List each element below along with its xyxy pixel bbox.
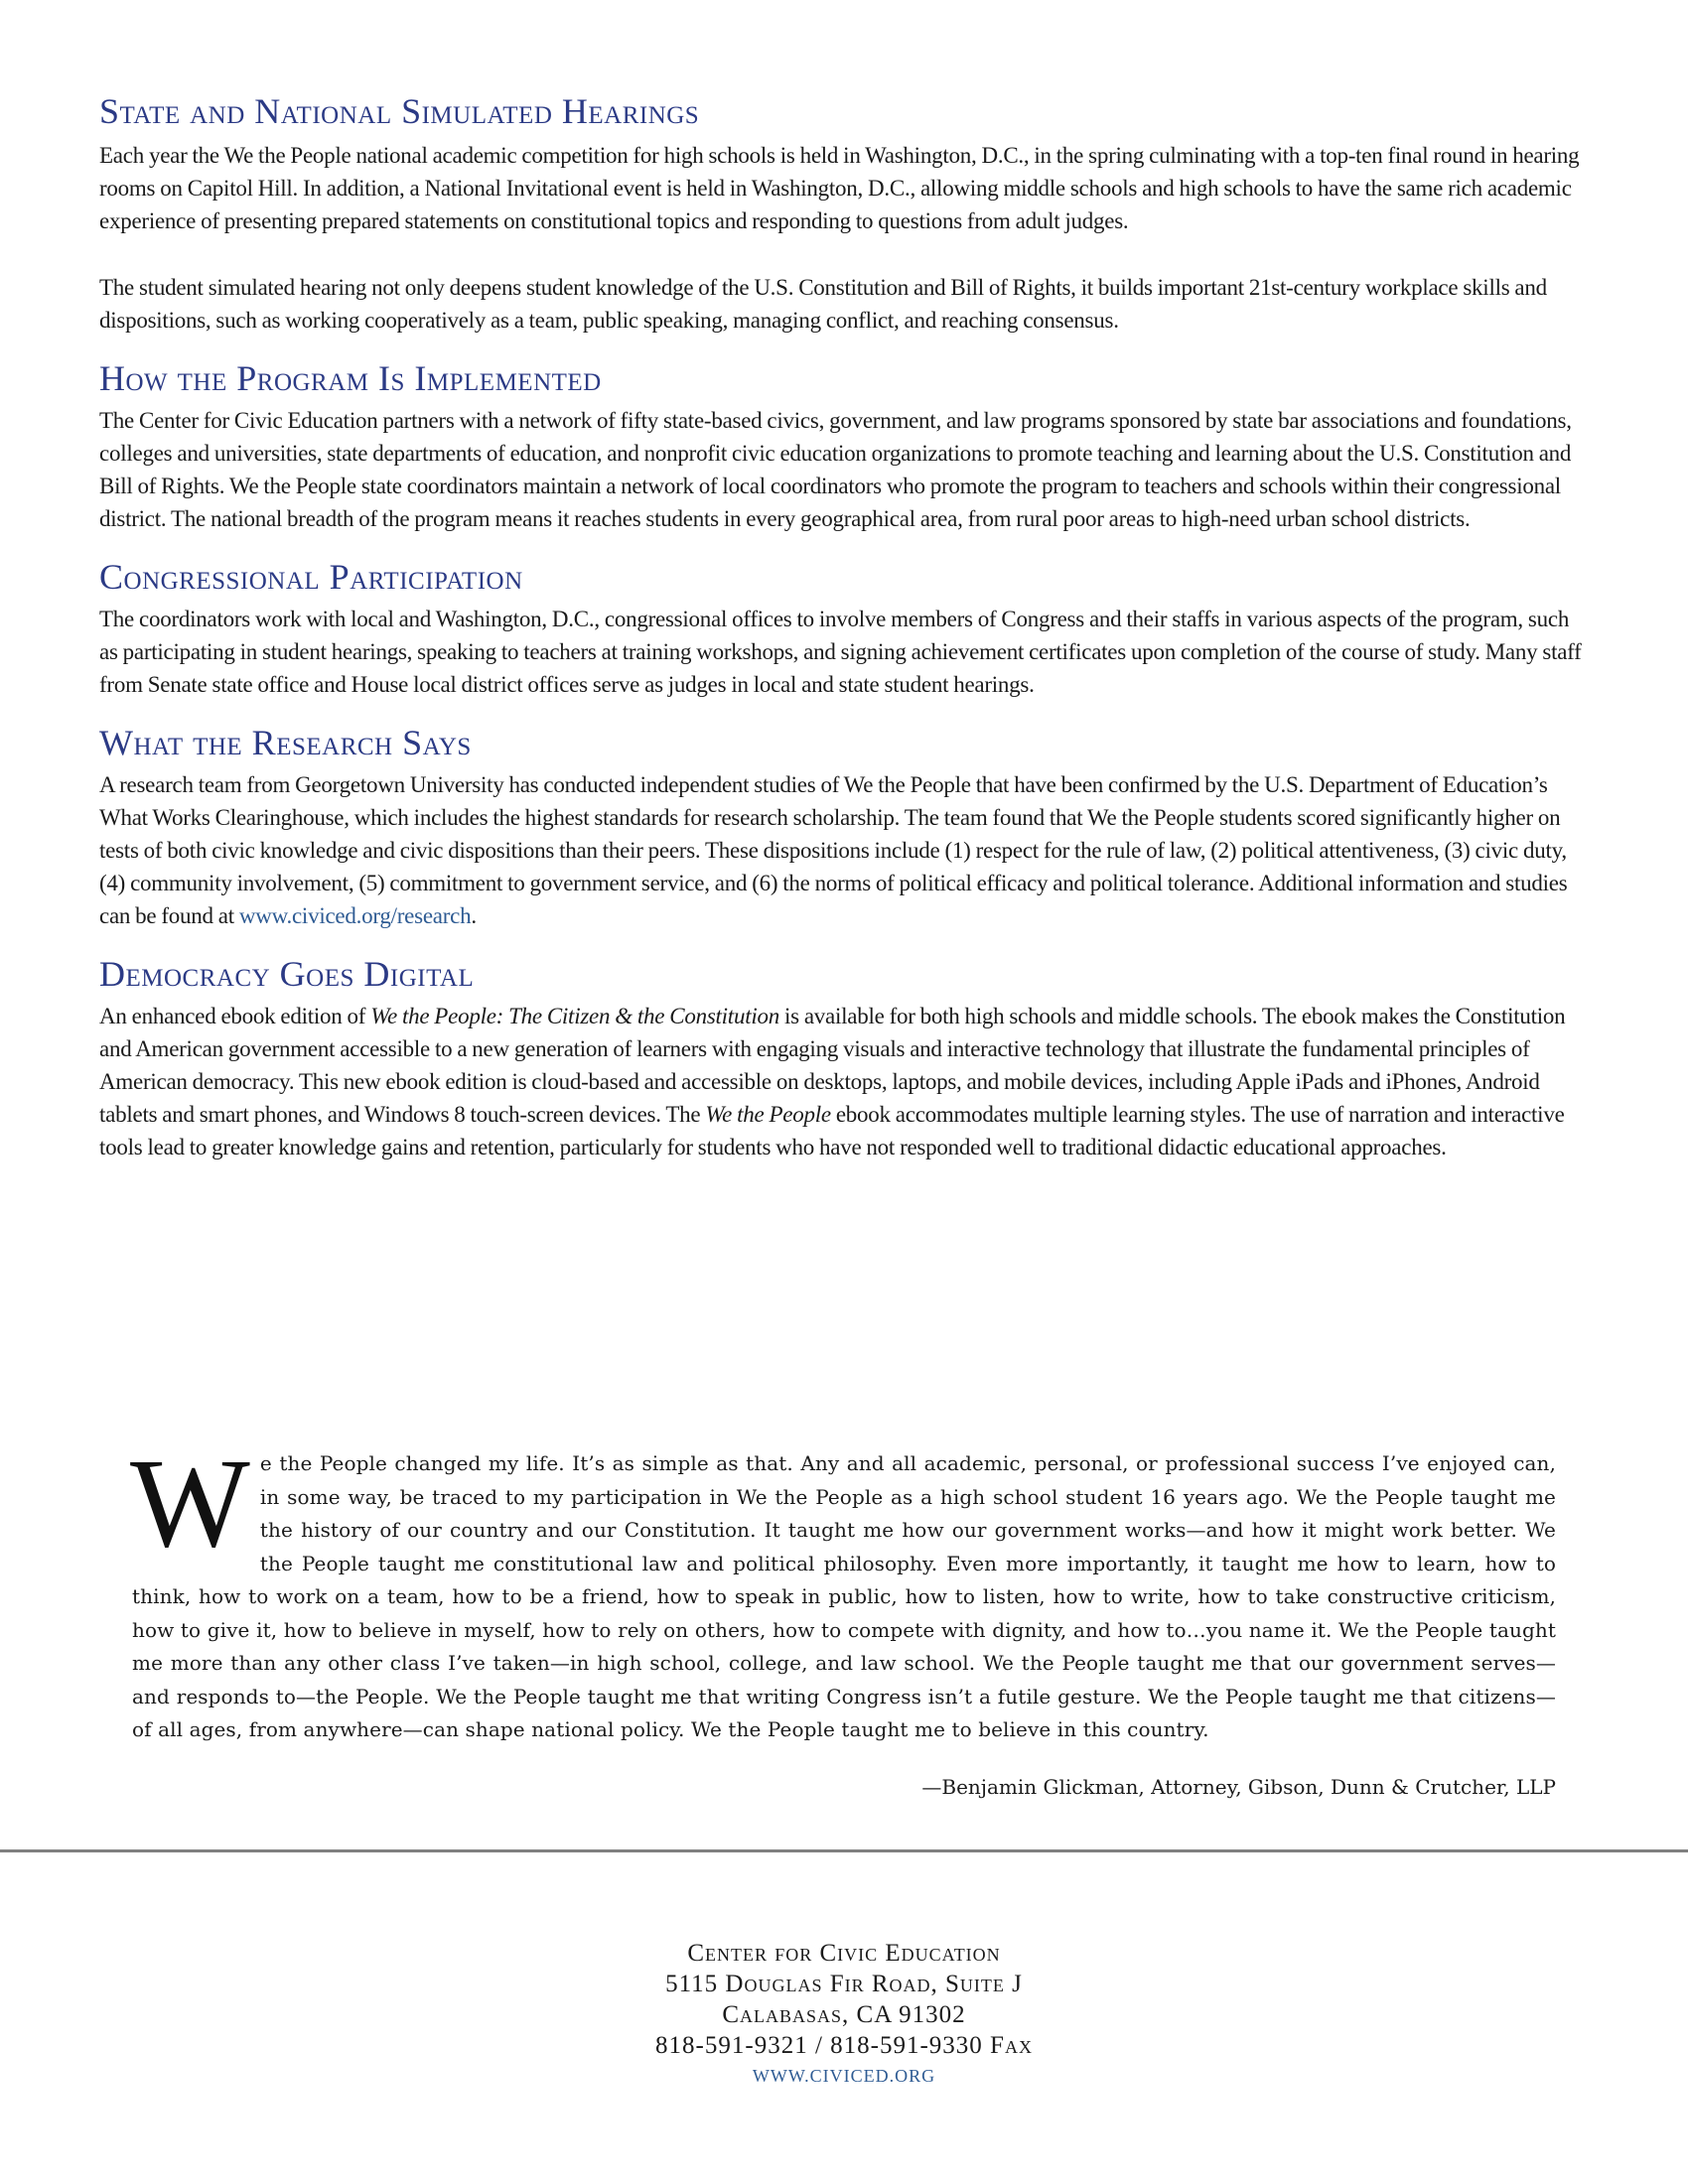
footer-address-line1: 5115 Douglas Fir Road, Suite J (665, 1971, 1023, 1997)
section-heading: Congressional Participation (99, 557, 523, 597)
footer-phone: 818-591-9321 / 818-591-9330 Fax (655, 2032, 1033, 2059)
book-title: We the People: The Citizen & the Constitution (370, 1004, 779, 1028)
section-heading: How the Program Is Implemented (99, 358, 602, 398)
footer-address-line2: Calabasas, CA 91302 (722, 2001, 966, 2028)
section-heading: Democracy Goes Digital (99, 954, 475, 994)
paragraph-text-end: . (471, 903, 477, 928)
paragraph: Each year the We the People national academic competition for high schools is held in Washington, D.C., in the spring culminating with a top-ten final round in hearing rooms on Capitol Hill. In addition, a National Invitational event is held in Washington, D.C., allowing middle schools and high schools to have the same rich academic experience of presenting prepared statements on constitutional topics and responding to questions from adult judges. (99, 143, 1580, 233)
quote-text: e the People changed my life. It’s as simple as that. Any and all academic, personal, or professional success I’ve enjoyed can, in some way, be traced to my participation in We the People as a high school student 16 years ago. We the People taught me the history of our country and our Constitution. It taught me how our government works—and how it might work better. We the People taught me constitutional law and political philosophy. Even more importantly, it taught me how to learn, how to think, how to work on a team, how to be a friend, how to speak in public, how to listen, how to write, how to take constructive criticism, how to give it, how to believe in myself, how to rely on others, how to compete with dignity, and how to…you name it. We the People taught me more than any other class I’ve taken—in high school, college, and law school. We the People taught me that our government serves—and responds to—the People. We the People taught me that writing Congress isn’t a futile gesture. We the People taught me that citizens—of all ages, from anywhere—can shape national policy. We the People taught me to believe in this country. (132, 1451, 1556, 1741)
quote-attribution: —Benjamin Glickman, Attorney, Gibson, Dunn & Crutcher, LLP (921, 1775, 1556, 1799)
paragraph (99, 768, 1589, 932)
dropcap-letter: W (130, 1433, 250, 1573)
testimonial-quote (130, 1433, 1556, 1747)
footer-address-block (0, 1938, 1688, 2091)
footer-website-link[interactable]: WWW.CIVICED.ORG (752, 2066, 936, 2086)
paragraph-text: is available for both high schools and middle schools. The ebook makes the Constitution and American government accessible to a new generation of learners with engaging visuals and interactive technology that illustrate the fundamental principles of American democracy. This new ebook edition is cloud-based and accessible on desktops, laptops, and mobile devices, including Apple iPads and iPhones, Android tablets and smart phones, and Windows 8 touch-screen devices. The (99, 1004, 1566, 1127)
section-research (99, 723, 1589, 932)
section-congressional-participation (99, 557, 1589, 701)
paragraph: The Center for Civic Education partners with a network of fifty state-based civics, government, and law programs sponsored by state bar associations and foundations, colleges and universities, state departments of education, and nonprofit civic education organizations to promote teaching and learning about the U.S. Constitution and Bill of Rights. We the People state coordinators maintain a network of local coordinators who promote the program to teachers and schools within their congressional district. The national breadth of the program means it reaches students in every geographical area, from rural poor areas to high-need urban school districts. (99, 408, 1572, 531)
section-program-implementation (99, 358, 1589, 535)
divider-rule (0, 1849, 1688, 1852)
footer-organization: Center for Civic Education (687, 1940, 1001, 1967)
paragraph-text: ebook accommodates multiple learning styles. The use of narration and interactive tools lead to greater knowledge gains and retention, particularly for students who have not responded well to traditional didactic educational approaches. (99, 1102, 1565, 1160)
paragraph: The student simulated hearing not only deepens student knowledge of the U.S. Constitution and Bill of Rights, it builds important 21st-century workplace skills and dispositions, such as working cooperatively as a team, public speaking, managing conflict, and reaching consensus. (99, 275, 1547, 333)
research-link[interactable]: www.civiced.org/research (238, 903, 472, 928)
paragraph-text: A research team from Georgetown University has conducted independent studies of We the People that have been confirmed by the U.S. Department of Education’s What Works Clearinghouse, which includes the highest standards for research scholarship. The team found that We the People students scored significantly higher on tests of both civic knowledge and civic dispositions than their peers. These dispositions include (1) respect for the rule of law, (2) political attentiveness, (3) civic duty, (4) community involvement, (5) commitment to government service, and (6) the norms of political efficacy and political tolerance. Additional information and studies can be found at (99, 772, 1568, 928)
book-title-short: We the People (705, 1102, 831, 1127)
section-heading: What the Research Says (99, 723, 472, 762)
section-simulated-hearings (99, 91, 1589, 337)
paragraph-text: An enhanced ebook edition of (99, 1004, 371, 1028)
section-democracy-digital (99, 954, 1589, 1163)
paragraph (99, 1000, 1589, 1163)
paragraph: The coordinators work with local and Washington, D.C., congressional offices to involve members of Congress and their staffs in various aspects of the program, such as participating in student hearings, speaking to teachers at training workshops, and signing achievement certificates upon completion of the course of study. Many staff from Senate state office and House local district offices serve as judges in local and state student hearings. (99, 607, 1582, 697)
section-heading: State and National Simulated Hearings (99, 91, 700, 131)
main-content (99, 91, 1589, 1185)
